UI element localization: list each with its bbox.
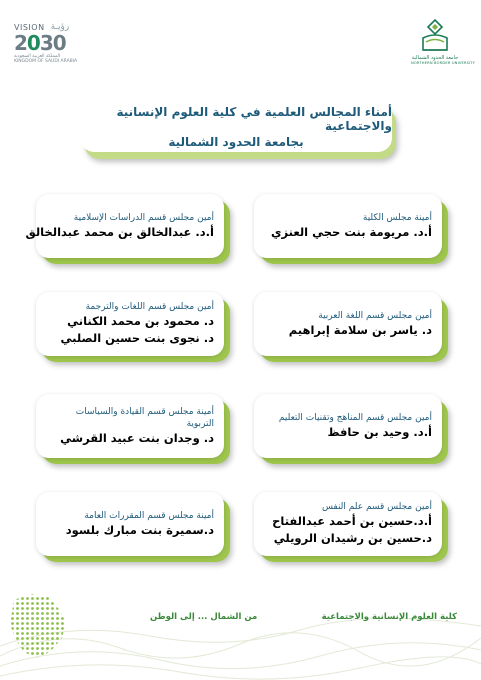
card-title: أمين مجلس قسم اللغات والترجمة <box>85 302 214 312</box>
card-name: د.حسين بن رشيدان الرويلي <box>273 531 432 545</box>
university-name-ar: جامعة الحدود الشمالية <box>411 55 459 61</box>
footer-slogan: من الشمال ... إلى الوطن <box>150 612 258 622</box>
card-title: أمين مجلس قسم المناهج وتقنيات التعليم <box>278 412 432 423</box>
university-name-en: NORTHERN BORDER UNIVERSITY <box>411 61 476 65</box>
council-card <box>42 400 230 464</box>
council-card <box>25 200 230 264</box>
council-card <box>260 498 448 562</box>
vision-sub-ar: المملكة العربية السعودية <box>14 54 61 59</box>
card-name: د.سميرة بنت مبارك بلسود <box>65 522 214 537</box>
vision-2030-logo <box>14 22 78 74</box>
card-name: د. وجدان بنت عبيد القرشي <box>60 430 214 445</box>
council-card <box>260 200 448 264</box>
card-name: د. نجوى بنت حسين الصلبي <box>60 331 214 345</box>
vision-year: 2030 <box>14 31 66 55</box>
title-banner <box>84 107 396 159</box>
card-title: أمين مجلس قسم علم النفس <box>321 502 432 512</box>
card-title: أمينة مجلس الكلية <box>362 212 432 223</box>
footer-college-name: كلية العلوم الإنسانية والاجتماعية <box>321 612 457 622</box>
vision-ar-label: رؤيـة <box>50 22 70 32</box>
card-name: أ.د.حسين بن أحمد عبدالفتاح <box>272 514 432 528</box>
council-card <box>260 298 448 362</box>
vision-sub-en: KINGDOM OF SAUDI ARABIA <box>14 59 78 64</box>
university-emblem-icon <box>420 18 450 54</box>
council-card <box>42 298 230 362</box>
card-name: أ.د. عبدالخالق بن محمد عبدالخالق <box>25 224 214 239</box>
card-name: د. ياسر بن سلامة إبراهيم <box>288 322 432 337</box>
council-card <box>260 400 448 464</box>
vision-label: VISION <box>14 22 45 32</box>
card-title: أمين مجلس قسم الدراسات الإسلامية <box>73 212 214 223</box>
card-title: أمينة مجلس قسم القيادة والسياسات التربوية <box>75 406 214 429</box>
banner-title-line1: أمناء المجالس العلمية في كلية العلوم الإنسانية والاجتماعية <box>116 105 392 133</box>
card-name: أ.د. وحيد بن حافظ <box>327 424 432 439</box>
card-title: أمين مجلس قسم اللغة العربية <box>318 310 432 321</box>
card-name: أ.د. مريومة بنت حجي العنزي <box>270 224 432 239</box>
card-title: أمينة مجلس قسم المقررات العامة <box>84 510 214 521</box>
council-card <box>42 498 230 562</box>
banner-title-line2: بجامعة الحدود الشمالية <box>168 135 304 149</box>
card-name: د. محمود بن محمد الكناني <box>67 314 214 328</box>
footer-decoration <box>0 586 481 680</box>
university-logo <box>411 18 476 76</box>
